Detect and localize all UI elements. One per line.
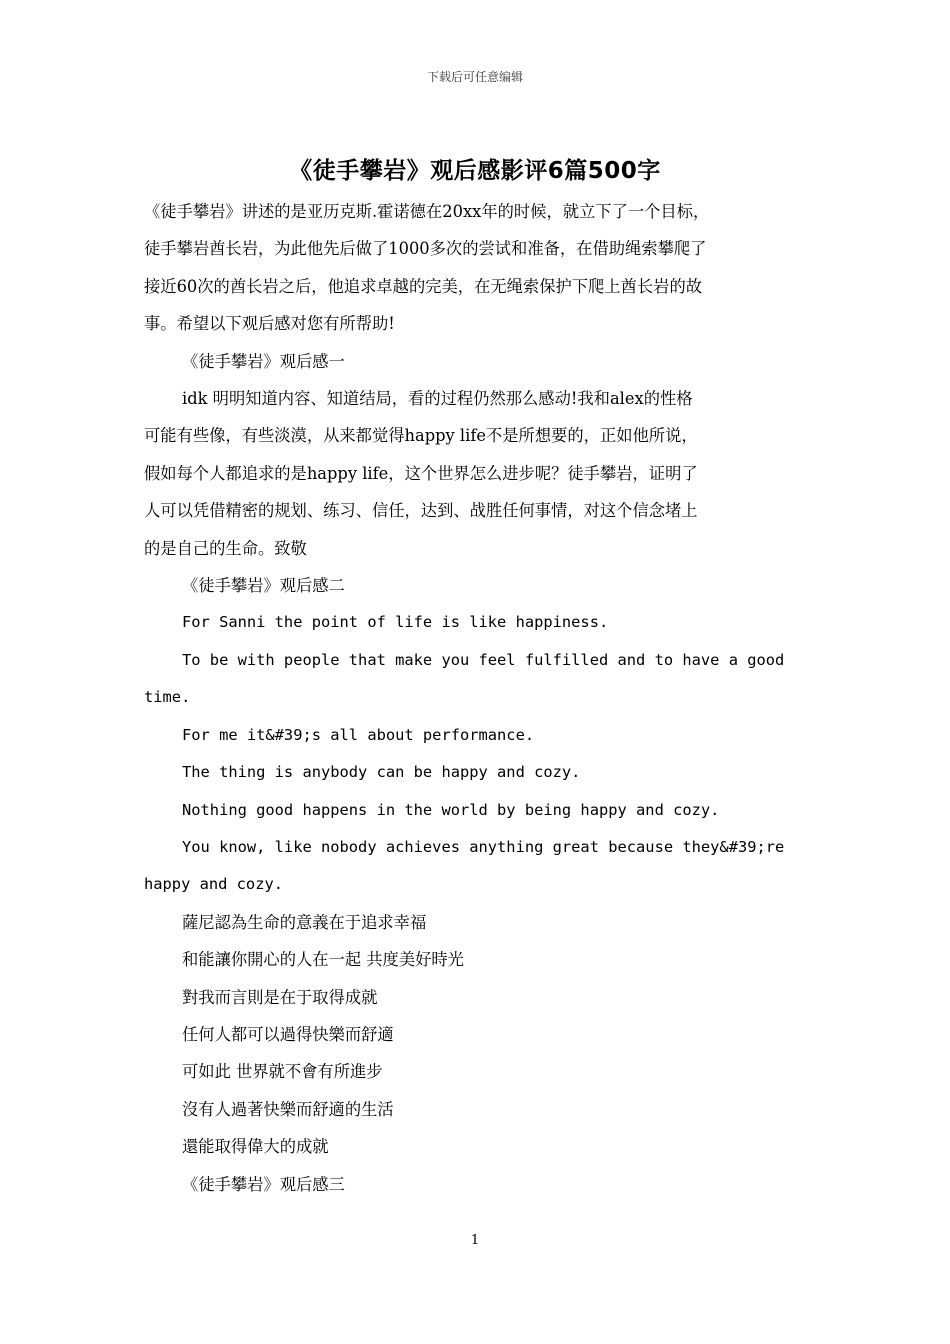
section-heading-3: 《徒手攀岩》观后感三 bbox=[182, 1174, 345, 1194]
english-quote-line: Nothing good happens in the world by being happy and cozy. bbox=[182, 800, 720, 819]
english-quote-line: For me it&#39;s all about performance. bbox=[182, 725, 535, 744]
section1-line: 人可以凭借精密的规划、练习、信任，达到、战胜任何事情，对这个信念堵上 bbox=[144, 501, 698, 521]
english-quote-line: The thing is anybody can be happy and cozy. bbox=[182, 763, 581, 782]
section1-line: idk 明明知道内容、知道结局，看的过程仍然那么感动!我和alex的性格 bbox=[182, 389, 693, 409]
intro-line: 徒手攀岩酋长岩，为此他先后做了1000多次的尝试和准备，在借助绳索攀爬了 bbox=[144, 239, 707, 259]
chinese-subtitle-line: 薩尼認為生命的意義在于追求幸福 bbox=[182, 912, 427, 932]
intro-line: 事。希望以下观后感对您有所帮助! bbox=[144, 314, 395, 334]
chinese-subtitle-line: 可如此 世界就不會有所進步 bbox=[182, 1062, 383, 1082]
section1-line: 假如每个人都追求的是happy life，这个世界怎么进步呢？徒手攀岩，证明了 bbox=[144, 463, 698, 483]
document-title: 《徒手攀岩》观后感影评6篇500字 bbox=[289, 158, 661, 184]
chinese-subtitle-line: 還能取得偉大的成就 bbox=[182, 1137, 329, 1157]
english-quote-line: For Sanni the point of life is like happiness. bbox=[182, 613, 609, 632]
intro-line: 接近60次的酋长岩之后，他追求卓越的完美，在无绳索保护下爬上酋长岩的故 bbox=[144, 276, 703, 296]
section1-line: 可能有些像，有些淡漠，从来都觉得happy life不是所想要的，正如他所说， bbox=[144, 426, 698, 446]
section1-line: 的是自己的生命。致敬 bbox=[144, 538, 307, 558]
english-quote-line: To be with people that make you feel fulfilled and to have a good bbox=[182, 650, 785, 669]
section-heading-1: 《徒手攀岩》观后感一 bbox=[182, 351, 345, 371]
document-body bbox=[144, 193, 814, 1203]
chinese-subtitle-line: 對我而言則是在于取得成就 bbox=[182, 987, 378, 1007]
intro-line: 《徒手攀岩》讲述的是亚历克斯.霍诺德在20xx年的时候，就立下了一个目标， bbox=[144, 202, 710, 221]
english-quote-continuation: happy and cozy. bbox=[144, 875, 283, 894]
section-heading-2: 《徒手攀岩》观后感二 bbox=[182, 576, 345, 596]
english-quote-continuation: time. bbox=[144, 688, 191, 707]
chinese-subtitle-line: 任何人都可以過得快樂而舒適 bbox=[182, 1024, 394, 1044]
english-quote-line: You know, like nobody achieves anything great because they&#39;re bbox=[182, 837, 785, 856]
chinese-subtitle-line: 沒有人過著快樂而舒適的生活 bbox=[182, 1099, 394, 1119]
page-header: 下载后可任意编辑 bbox=[426, 70, 523, 84]
chinese-subtitle-line: 和能讓你開心的人在一起 共度美好時光 bbox=[182, 950, 464, 970]
page-number: 1 bbox=[470, 1233, 480, 1248]
